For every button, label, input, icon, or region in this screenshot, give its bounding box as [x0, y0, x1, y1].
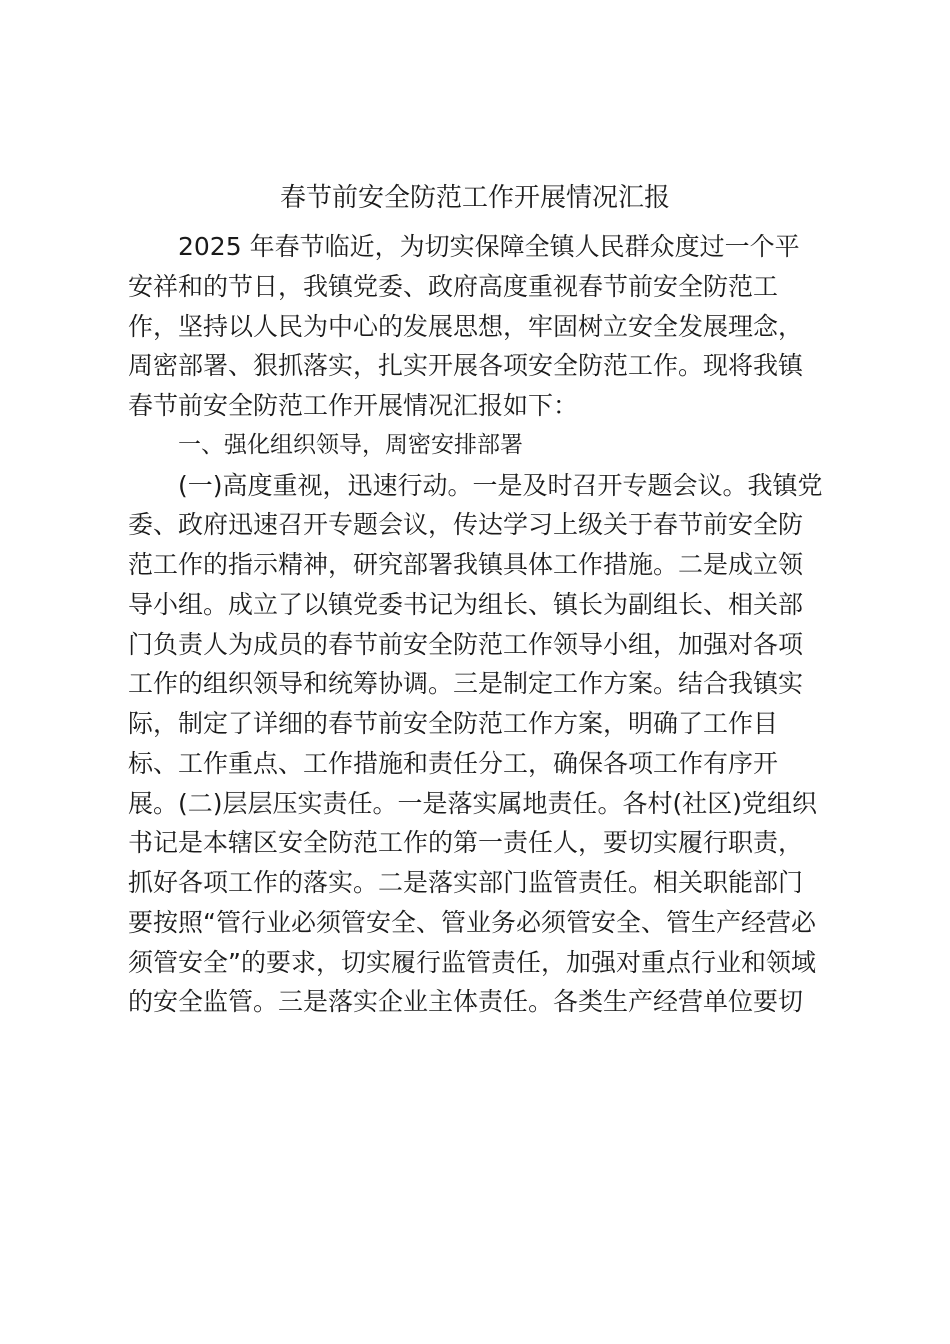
paragraph-line: 导小组。成立了以镇党委书记为组长、镇长为副组长、相关部 — [128, 589, 804, 619]
paragraph-line: 春节前安全防范工作开展情况汇报如下： — [128, 391, 579, 420]
paragraph-line: 际，制定了详细的春节前安全防范工作方案，明确了工作目 — [128, 709, 779, 738]
paragraph-line: 委、政府迅速召开专题会议，传达学习上级关于春节前安全防 — [128, 510, 804, 540]
paragraph-line: 安祥和的节日，我镇党委、政府高度重视春节前安全防范工 — [128, 271, 779, 301]
section-heading: 一、强化组织领导，周密安排部署 — [178, 431, 523, 458]
paragraph-line: 2025 年春节临近，为切实保障全镇人民群众度过一个平 — [178, 232, 800, 261]
paragraph-line: 工作的组织领导和统筹协调。三是制定工作方案。结合我镇实 — [128, 669, 804, 699]
paragraph-line: 书记是本辖区安全防范工作的第一责任人，要切实履行职责， — [128, 828, 804, 858]
paragraph-line: 的安全监管。三是落实企业主体责任。各类生产经营单位要切 — [128, 987, 804, 1017]
paragraph-line: 要按照“管行业必须管安全、管业务必须管安全、管生产经营必 — [128, 907, 816, 937]
paragraph-line: 周密部署、狠抓落实，扎实开展各项安全防范工作。现将我镇 — [128, 351, 804, 381]
paragraph-line: 门负责人为成员的春节前安全防范工作领导小组，加强对各项 — [128, 629, 804, 659]
paragraph-line: 抓好各项工作的落实。二是落实部门监管责任。相关职能部门 — [128, 868, 804, 897]
paragraph-line: 展。(二)层层压实责任。一是落实属地责任。各村(社区)党组织 — [128, 788, 818, 818]
paragraph-line: (一)高度重视，迅速行动。一是及时召开专题会议。我镇党 — [178, 470, 823, 500]
paragraph-line: 作，坚持以人民为中心的发展思想，牢固树立安全发展理念， — [128, 311, 804, 341]
document-title: 春节前安全防范工作开展情况汇报 — [279, 183, 670, 213]
paragraph-line: 范工作的指示精神，研究部署我镇具体工作措施。二是成立领 — [128, 550, 804, 579]
paragraph-line: 标、工作重点、工作措施和责任分工，确保各项工作有序开 — [128, 748, 779, 778]
paragraph-line: 须管安全”的要求，切实履行监管责任，加强对重点行业和领域 — [128, 947, 816, 977]
document-body — [128, 227, 848, 1022]
